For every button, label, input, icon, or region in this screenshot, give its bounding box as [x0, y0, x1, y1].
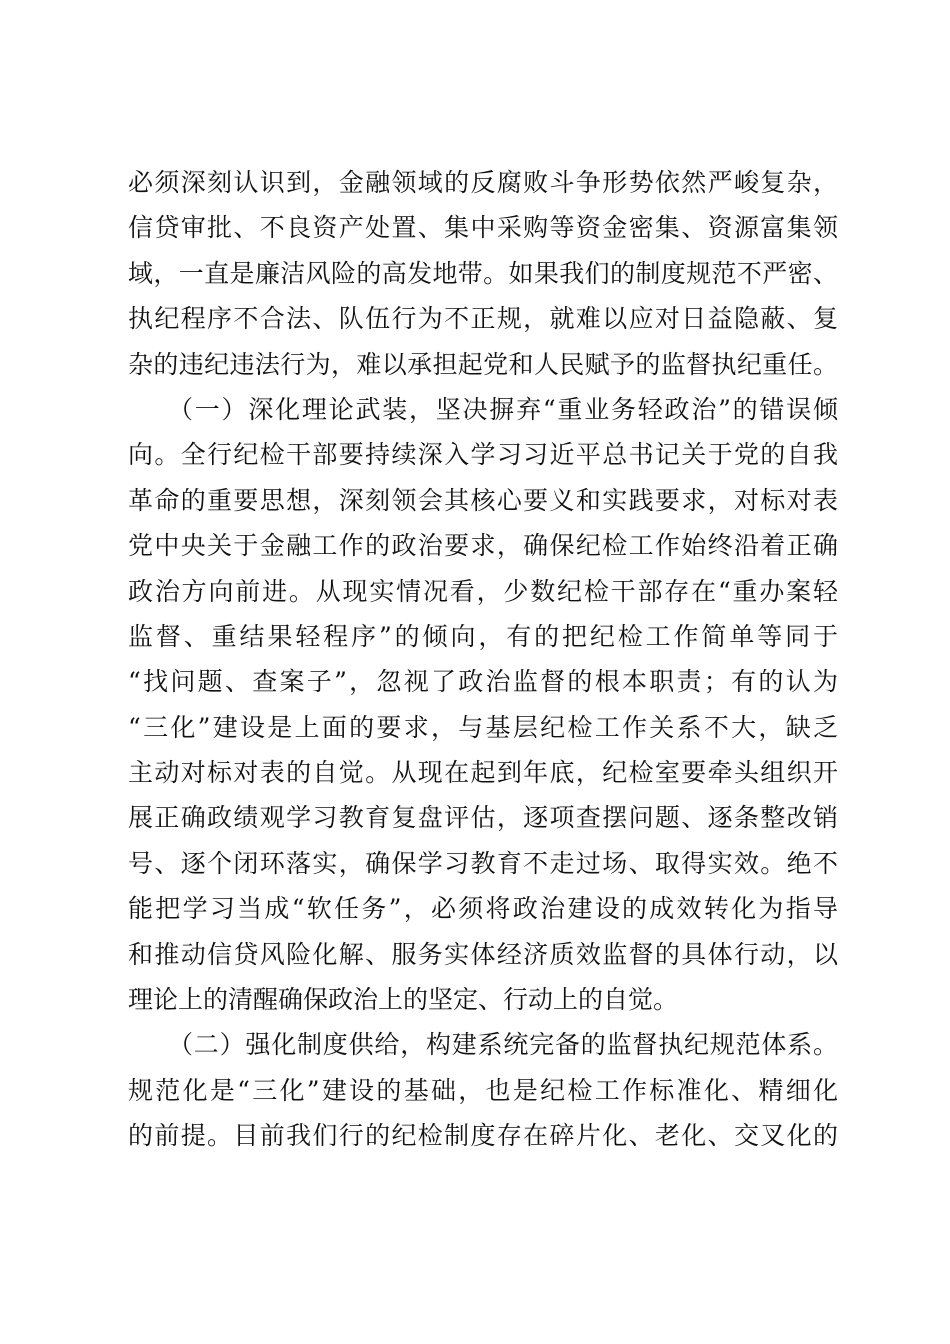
- text-line: 党中央关于金融工作的政治要求，确保纪检工作始终沿着正确: [128, 531, 838, 561]
- text-line: 理论上的清醒确保政治上的坚定、行动上的自觉。: [128, 985, 679, 1015]
- text-line: 信贷审批、不良资产处置、集中采购等资金密集、资源富集领: [128, 213, 838, 243]
- text-line: 主动对标对表的自觉。从现在起到年底，纪检室要牵头组织开: [128, 758, 838, 788]
- text-line: 号、逐个闭环落实，确保学习教育不走过场、取得实效。绝不: [128, 848, 838, 878]
- text-line: 能把学习当成“软任务”，必须将政治建设的成效转化为指导: [128, 894, 838, 924]
- text-line: 必须深刻认识到，金融领域的反腐败斗争形势依然严峻复杂，: [128, 168, 838, 197]
- text-line: 革命的重要思想，深刻领会其核心要义和实践要求，对标对表: [128, 485, 838, 515]
- body-text: [128, 160, 838, 1159]
- text-line: 政治方向前进。从现实情况看，少数纪检干部存在“重办案轻: [128, 576, 838, 606]
- text-line: 杂的违纪违法行为，难以承担起党和人民赋予的监督执纪重任。: [128, 349, 838, 379]
- text-line: 执纪程序不合法、队伍行为不正规，就难以应对日益隐蔽、复: [128, 304, 838, 334]
- text-line: （二）强化制度供给，构建系统完备的监督执纪规范体系。: [168, 1030, 838, 1060]
- text-line: 的前提。目前我们行的纪检制度存在碎片化、老化、交叉化的: [128, 1121, 838, 1151]
- text-line: 和推动信贷风险化解、服务实体经济质效监督的具体行动，以: [128, 939, 838, 969]
- text-line: “找问题、查案子”，忽视了政治监督的根本职责；有的认为: [128, 667, 838, 697]
- text-line: “三化”建设是上面的要求，与基层纪检工作关系不大，缺乏: [128, 712, 838, 742]
- text-line: 监督、重结果轻程序”的倾向，有的把纪检工作简单等同于: [128, 621, 838, 651]
- text-line: 规范化是“三化”建设的基础，也是纪检工作标准化、精细化: [128, 1075, 838, 1105]
- text-line: （一）深化理论武装，坚决摒弃“重业务轻政治”的错误倾: [168, 394, 838, 424]
- text-line: 展正确政绩观学习教育复盘评估，逐项查摆问题、逐条整改销: [128, 803, 838, 833]
- text-line: 域，一直是廉洁风险的高发地带。如果我们的制度规范不严密、: [128, 258, 838, 288]
- text-line: 向。全行纪检干部要持续深入学习习近平总书记关于党的自我: [128, 440, 838, 470]
